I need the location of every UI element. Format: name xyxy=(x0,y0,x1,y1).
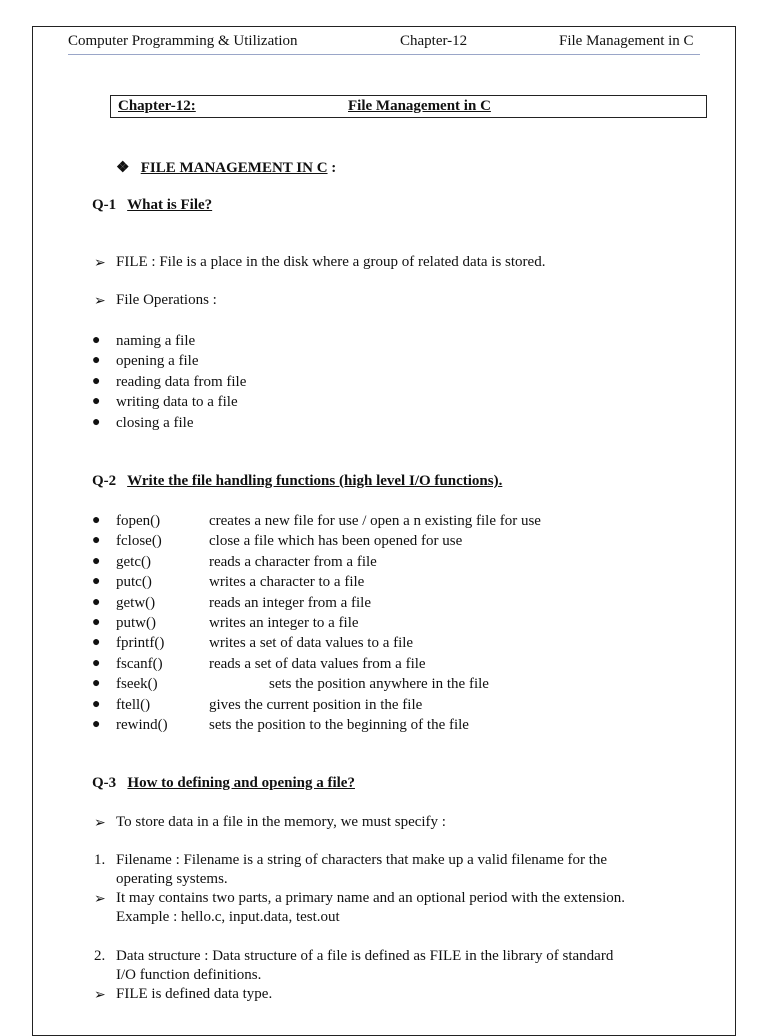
bullet-icon: ● xyxy=(92,635,101,651)
q3-number: Q-3 xyxy=(92,775,117,791)
section-heading-colon: : xyxy=(327,160,337,176)
filename-parts-line2: Example : hello.c, input.data, test.out xyxy=(116,909,340,925)
function-description: writes a character to a file xyxy=(209,574,365,591)
q2-question: Write the file handling functions (high level I/O functions). xyxy=(127,473,503,489)
bullet-icon: ● xyxy=(92,414,101,430)
bullet-icon: ● xyxy=(92,513,101,528)
bullet-icon: ● xyxy=(92,696,101,712)
function-name: fseek() xyxy=(116,676,158,693)
q1-question: What is File? xyxy=(127,197,213,213)
bullet-icon: ● xyxy=(92,553,101,569)
arrow-bullet-icon: ➢ xyxy=(94,256,106,271)
filename-definition-line1: Filename : Filename is a string of characters that make up a valid filename for the xyxy=(116,852,608,868)
bullet-icon: ● xyxy=(92,333,101,348)
bullet-icon: ● xyxy=(92,614,101,630)
q3-heading xyxy=(92,775,355,792)
chapter-number: Chapter-12: xyxy=(118,98,196,114)
q1-heading xyxy=(92,197,212,214)
arrow-bullet-icon: ➢ xyxy=(94,892,106,907)
header-rule xyxy=(68,54,700,55)
bullet-icon: ● xyxy=(92,533,101,549)
function-description: sets the position anywhere in the file xyxy=(269,676,489,693)
function-description: close a file which has been opened for use xyxy=(209,533,463,550)
function-description: sets the position to the beginning of the file xyxy=(209,716,469,733)
function-name: getw() xyxy=(116,594,156,611)
chapter-name: File Management in C xyxy=(348,98,491,114)
function-name: putc() xyxy=(116,574,152,591)
function-description: writes an integer to a file xyxy=(209,614,359,631)
file-type-note: FILE is defined data type. xyxy=(116,986,273,1002)
function-description: creates a new file for use / open a n existing file for use xyxy=(209,513,541,529)
bullet-icon: ● xyxy=(92,594,101,610)
filename-definition-line2: operating systems. xyxy=(116,871,228,887)
item-number: 2. xyxy=(94,948,106,964)
q3-intro: To store data in a file in the memory, we must specify : xyxy=(116,814,446,830)
chapter-title-box xyxy=(110,95,707,118)
arrow-bullet-icon: ➢ xyxy=(94,988,106,1003)
filename-parts-line1: It may contains two parts, a primary name and an optional period with the extension. xyxy=(116,890,626,906)
data-structure-line1: Data structure : Data structure of a file is defined as FILE in the library of standard xyxy=(116,948,614,964)
function-name: fopen() xyxy=(116,513,161,529)
function-name: fclose() xyxy=(116,533,162,550)
item-number: 1. xyxy=(94,852,106,868)
q2-number: Q-2 xyxy=(92,473,117,489)
arrow-bullet-icon: ➢ xyxy=(94,816,106,831)
function-name: rewind() xyxy=(116,716,168,733)
function-description: gives the current position in the file xyxy=(209,696,423,713)
section-heading xyxy=(116,158,336,177)
header-chapter: Chapter-12 xyxy=(400,33,468,49)
function-name: ftell() xyxy=(116,696,151,713)
function-name: putw() xyxy=(116,614,156,631)
function-name: getc() xyxy=(116,553,151,570)
bullet-icon: ● xyxy=(92,394,101,410)
q3-question: How to defining and opening a file? xyxy=(127,775,355,791)
header-topic: File Management in C xyxy=(559,33,694,49)
data-structure-line2: I/O function definitions. xyxy=(116,967,262,983)
bullet-icon: ● xyxy=(92,353,101,369)
q2-heading xyxy=(92,473,502,490)
header-course-title: Computer Programming & Utilization xyxy=(68,33,298,49)
function-name: fscanf() xyxy=(116,655,163,672)
file-operations-label: File Operations : xyxy=(116,292,217,308)
function-description: reads a set of data values from a file xyxy=(209,655,426,672)
section-heading-text: FILE MANAGEMENT IN C xyxy=(140,160,328,176)
function-description: reads a character from a file xyxy=(209,553,377,570)
function-name: fprintf() xyxy=(116,635,165,652)
q1-number: Q-1 xyxy=(92,197,117,213)
function-description: reads an integer from a file xyxy=(209,594,372,611)
bullet-icon: ● xyxy=(92,716,101,732)
file-definition: FILE : File is a place in the disk where a group of related data is stored. xyxy=(116,254,546,270)
arrow-bullet-icon: ➢ xyxy=(94,294,106,309)
bullet-icon: ● xyxy=(92,373,101,389)
bullet-icon: ● xyxy=(92,655,101,671)
function-description: writes a set of data values to a file xyxy=(209,635,414,652)
diamond-bullet-icon: ❖ xyxy=(116,160,130,176)
bullet-icon: ● xyxy=(92,574,101,590)
bullet-icon: ● xyxy=(92,676,101,692)
